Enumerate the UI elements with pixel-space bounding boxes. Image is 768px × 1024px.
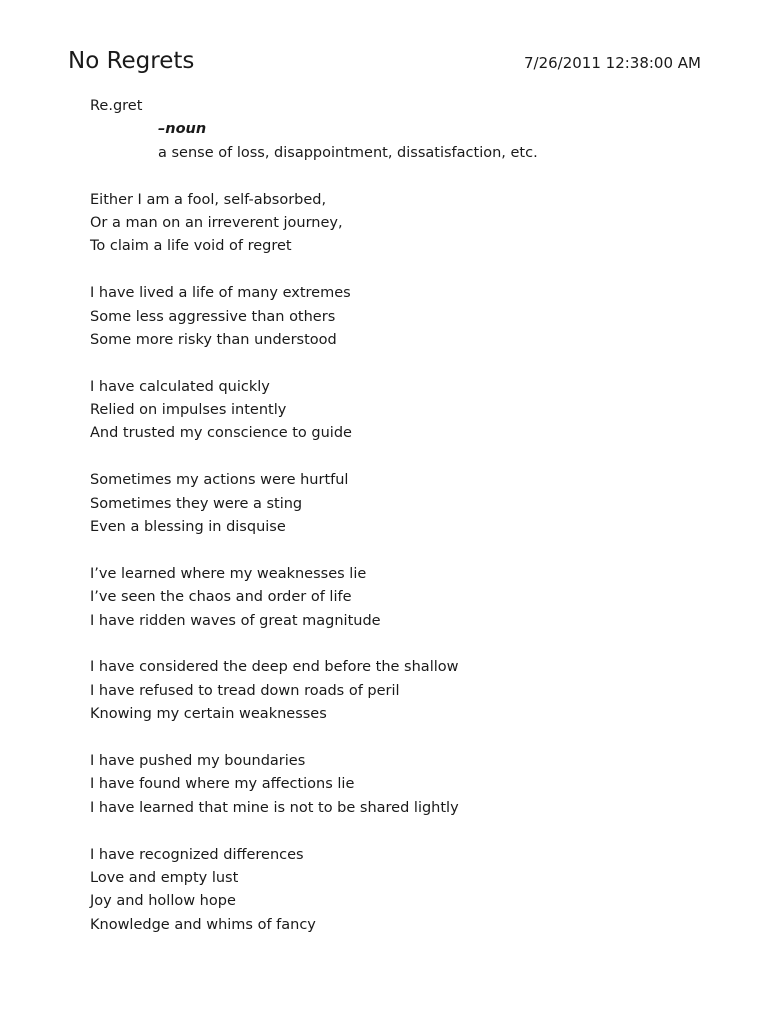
poem-line: Joy and hollow hope xyxy=(90,893,236,910)
poem-line: Knowing my certain weaknesses xyxy=(90,706,327,723)
stanza xyxy=(90,469,710,539)
poem-line: I have found where my affections lie xyxy=(90,776,355,793)
poem-line: I have learned that mine is not to be shared lightly xyxy=(90,799,459,816)
poem-line: I have lived a life of many extremes xyxy=(90,285,351,302)
poem-line: Or a man on an irreverent journey, xyxy=(90,214,343,231)
poem-line: Some less aggressive than others xyxy=(90,308,336,325)
definition-block xyxy=(90,95,710,165)
poem-line: Love and empty lust xyxy=(90,869,239,886)
poem-line: I have recognized differences xyxy=(90,846,304,863)
poem-line: I have considered the deep end before the shallow xyxy=(90,659,459,676)
definition-part-of-speech: –noun xyxy=(158,121,207,138)
stanza xyxy=(90,282,710,352)
poem-line: Sometimes they were a sting xyxy=(90,495,303,512)
stanza xyxy=(90,656,710,726)
timestamp: 7/26/2011 12:38:00 AM xyxy=(523,54,701,72)
poem-line: To claim a life void of regret xyxy=(90,238,292,255)
poem-line: Even a blessing in disquise xyxy=(90,519,286,536)
stanza xyxy=(90,189,710,259)
poem-line: Knowledge and whims of fancy xyxy=(90,916,316,933)
poem-line: I’ve learned where my weaknesses lie xyxy=(90,565,367,582)
page-title: No Regrets xyxy=(68,48,195,74)
stanza xyxy=(90,563,710,633)
stanza xyxy=(90,376,710,446)
poem-line: I’ve seen the chaos and order of life xyxy=(90,589,352,606)
stanza xyxy=(90,844,710,938)
definition-meaning: a sense of loss, disappointment, dissatisfaction, etc. xyxy=(158,144,538,161)
poem-body xyxy=(90,95,710,960)
poem-line: Either I am a fool, self-absorbed, xyxy=(90,191,327,208)
stanza xyxy=(90,750,710,820)
poem-line: Sometimes my actions were hurtful xyxy=(90,472,349,489)
poem-line: Relied on impulses intently xyxy=(90,402,287,419)
poem-line: And trusted my conscience to guide xyxy=(90,425,352,442)
poem-line: I have refused to tread down roads of peril xyxy=(90,682,400,699)
poem-line: I have ridden waves of great magnitude xyxy=(90,612,381,629)
definition-word: Re.gret xyxy=(90,98,143,114)
poem-line: I have calculated quickly xyxy=(90,378,270,395)
poem-line: Some more risky than understood xyxy=(90,331,337,348)
poem-line: I have pushed my boundaries xyxy=(90,752,306,769)
